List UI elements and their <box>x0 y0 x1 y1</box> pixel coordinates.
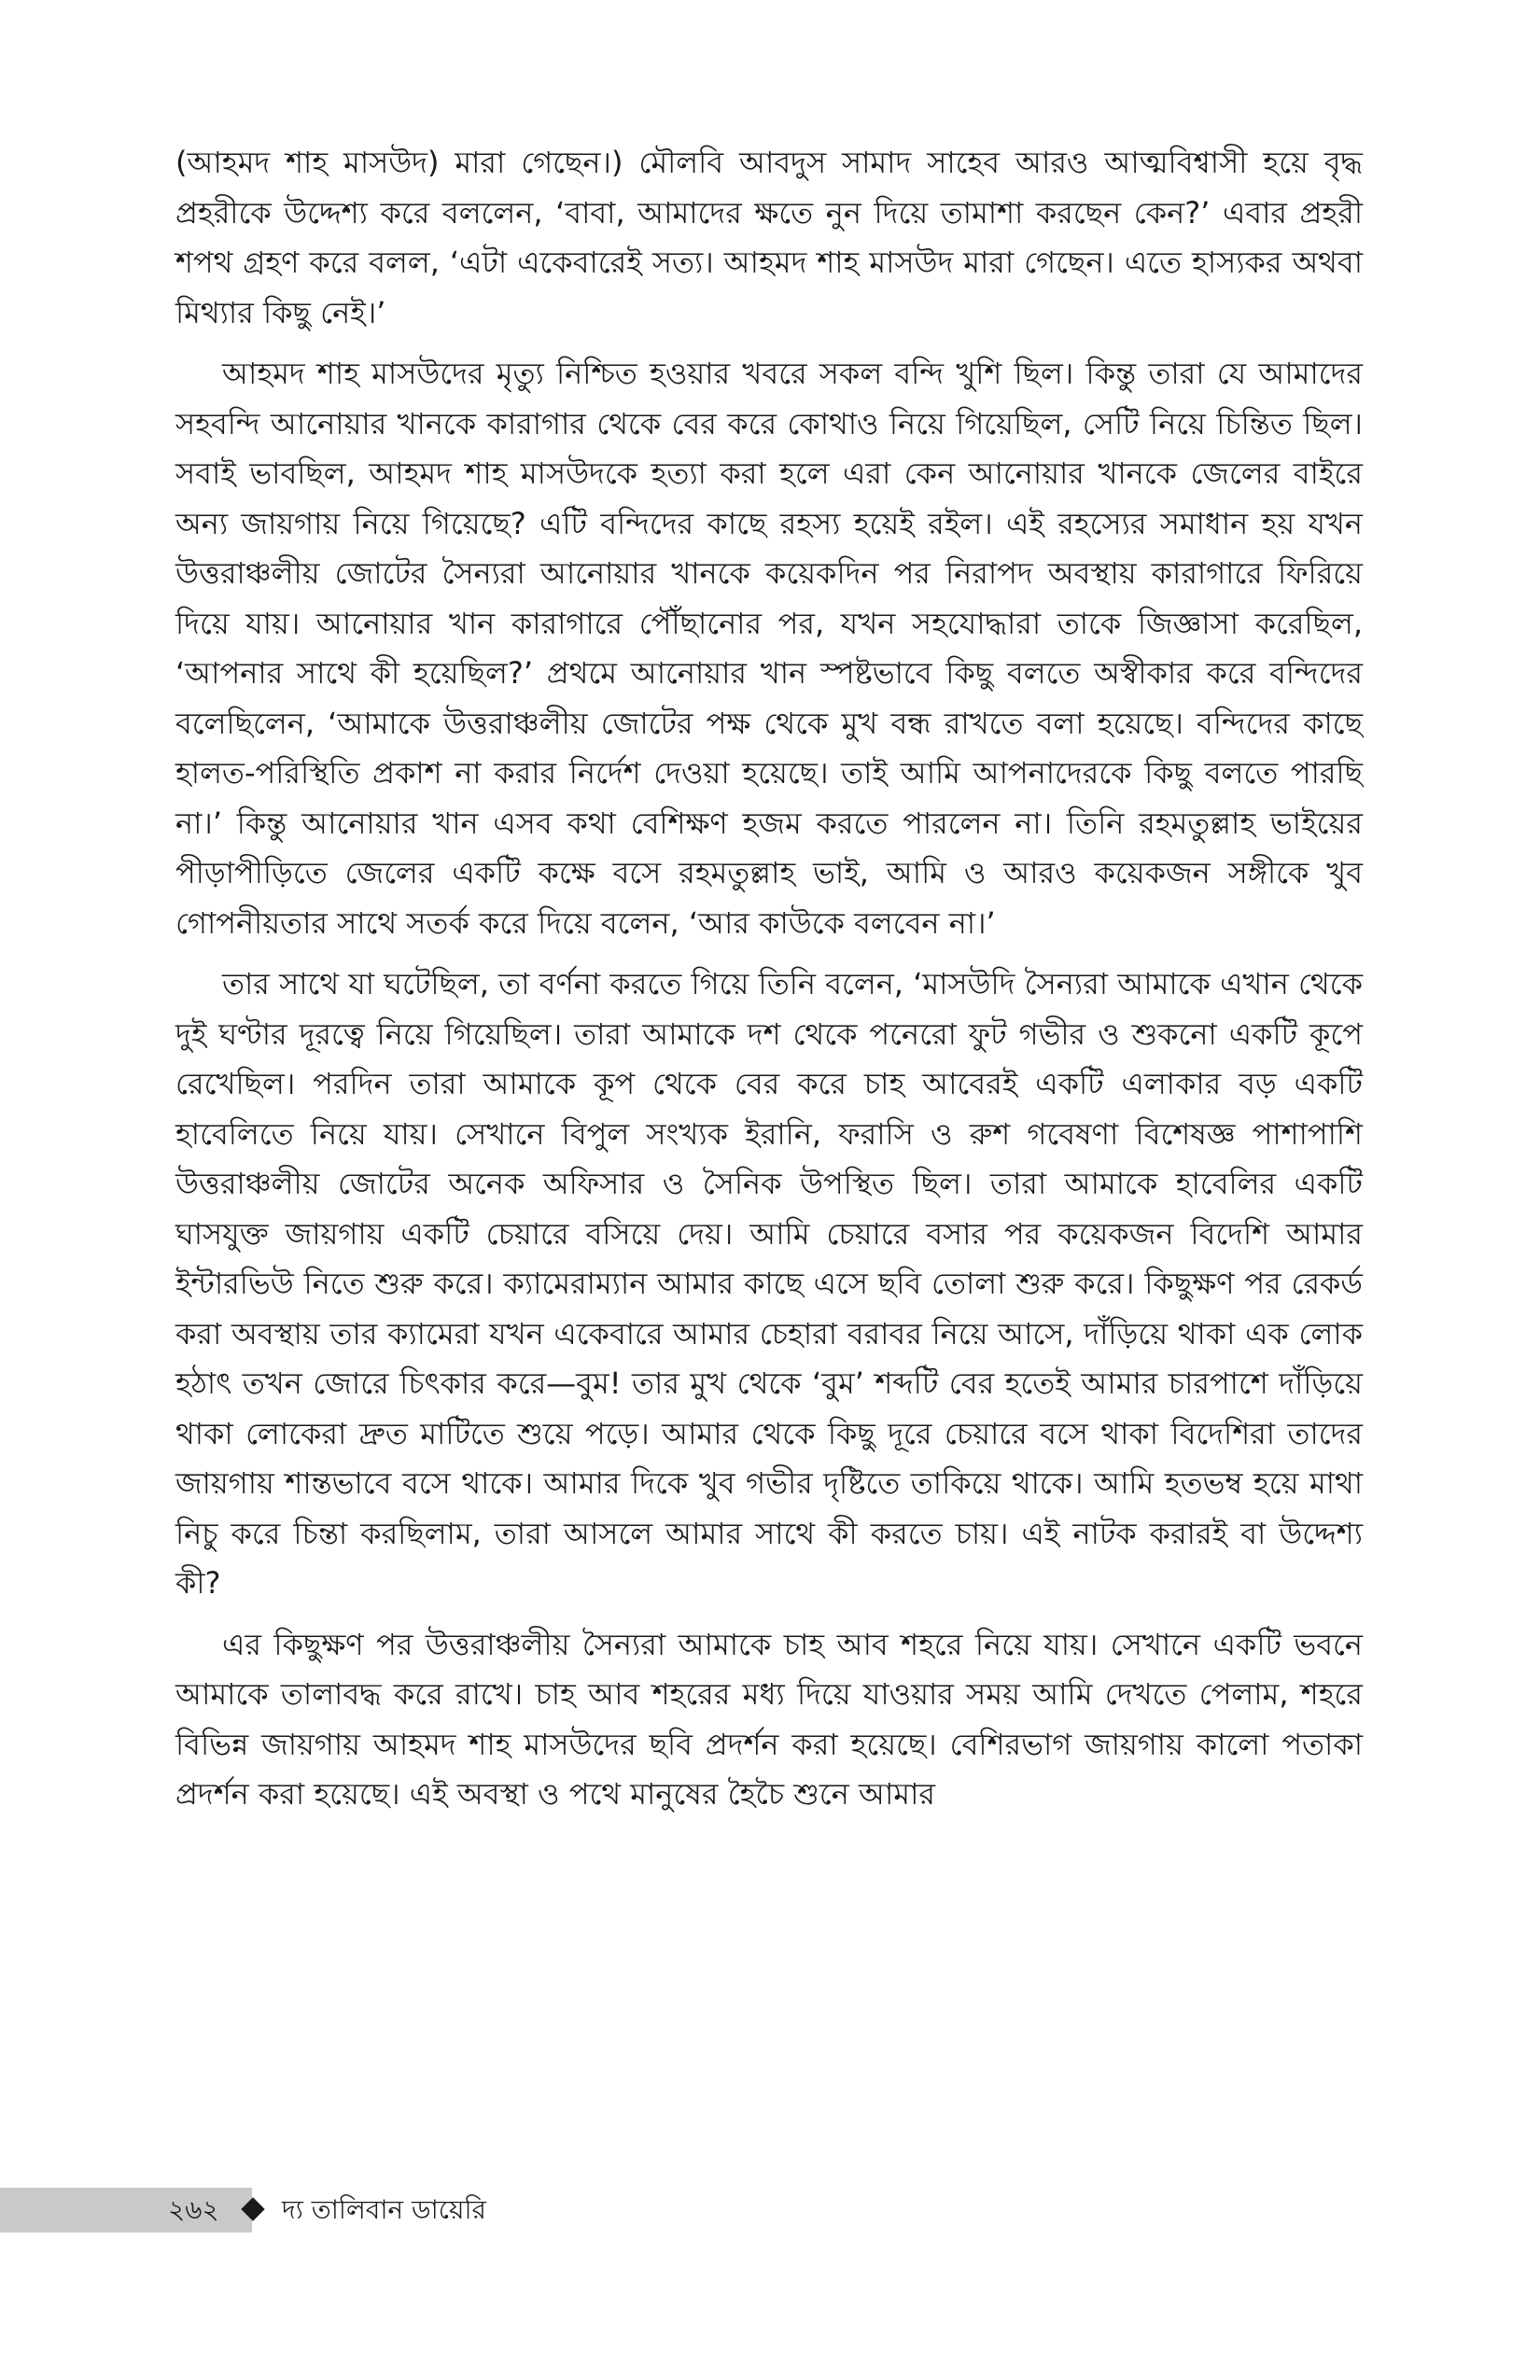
page-footer <box>0 2188 1540 2233</box>
book-title: দ্য তালিবান ডায়েরি <box>282 2194 486 2225</box>
paragraph-masud-death-news: আহমদ শাহ মাসউদের মৃত্যু নিশ্চিত হওয়ার খবরে সকল বন্দি খুশি ছিল। কিন্তু তারা যে আমাদের সহবন্দি আনোয়ার খানকে কারাগার থেকে বের করে কোথাও নিয়ে গিয়েছিল, সেটি নিয়ে চিন্তিত ছিল। সবাই ভাবছিল, আহমদ শাহ মাসউদকে হত্যা করা হলে এরা কেন আনোয়ার খানকে জেলের বাইরে অন্য জায়গায় নিয়ে গিয়েছে? এটি বন্দিদের কাছে রহস্য হয়েই রইল। এই রহস্যের সমাধান হয় যখন উত্তরাঞ্চলীয় জোটের সৈন্যরা আনোয়ার খানকে কয়েকদিন পর নিরাপদ অবস্থায় কারাগারে ফিরিয়ে দিয়ে যায়। আনোয়ার খান কারাগারে পৌঁছানোর পর, যখন সহযোদ্ধারা তাকে জিজ্ঞাসা করেছিল, ‘আপনার সাথে কী হয়েছিল?’ প্রথমে আনোয়ার খান স্পষ্টভাবে কিছু বলতে অস্বীকার করে বন্দিদের বলেছিলেন, ‘আমাকে উত্তরাঞ্চলীয় জোটের পক্ষ থেকে মুখ বন্ধ রাখতে বলা হয়েছে। বন্দিদের কাছে হালত-পরিস্থিতি প্রকাশ না করার নির্দেশ দেওয়া হয়েছে। তাই আমি আপনাদেরকে কিছু বলতে পারছি না।’ কিন্তু আনোয়ার খান এসব কথা বেশিক্ষণ হজম করতে পারলেন না। তিনি রহমতুল্লাহ ভাইয়ের পীড়াপীড়িতে জেলের একটি কক্ষে বসে রহমতুল্লাহ ভাই, আমি ও আরও কয়েকজন সঙ্গীকে খুব গোপনীয়তার সাথে সতর্ক করে দিয়ে বলেন, ‘আর কাউকে বলবেন না।’ <box>175 356 1363 941</box>
paragraph-anwar-khan-account: তার সাথে যা ঘটেছিল, তা বর্ণনা করতে গিয়ে তিনি বলেন, ‘মাসউদি সৈন্যরা আমাকে এখান থেকে দুই ঘণ্টার দূরত্বে নিয়ে গিয়েছিল। তারা আমাকে দশ থেকে পনেরো ফুট গভীর ও শুকনো একটি কূপে রেখেছিল। পরদিন তারা আমাকে কূপ থেকে বের করে চাহ আবেরই একটি এলাকার বড় একটি হাবেলিতে নিয়ে যায়। সেখানে বিপুল সংখ্যক ইরানি, ফরাসি ও রুশ গবেষণা বিশেষজ্ঞ পাশাপাশি উত্তরাঞ্চলীয় জোটের অনেক অফিসার ও সৈনিক উপস্থিত ছিল। তারা আমাকে হাবেলির একটি ঘাসযুক্ত জায়গায় একটি চেয়ারে বসিয়ে দেয়। আমি চেয়ারে বসার পর কয়েকজন বিদেশি আমার ইন্টারভিউ নিতে শুরু করে। ক্যামেরাম্যান আমার কাছে এসে ছবি তোলা শুরু করে। কিছুক্ষণ পর রেকর্ড করা অবস্থায় তার ক্যামেরা যখন একেবারে আমার চেহারা বরাবর নিয়ে আসে, দাঁড়িয়ে থাকা এক লোক হঠাৎ তখন জোরে চিৎকার করে—বুম! তার মুখ থেকে ‘বুম’ শব্দটি বের হতেই আমার চারপাশে দাঁড়িয়ে থাকা লোকেরা দ্রুত মাটিতে শুয়ে পড়ে। আমার থেকে কিছু দূরে চেয়ারে বসে থাকা বিদেশিরা তাদের জায়গায় শান্তভাবে বসে থাকে। আমার দিকে খুব গভীর দৃষ্টিতে তাকিয়ে থাকে। আমি হতভম্ব হয়ে মাথা নিচু করে চিন্তা করছিলাম, তারা আসলে আমার সাথে কী করতে চায়। এই নাটক করারই বা উদ্দেশ্য কী? <box>175 966 1363 1601</box>
paragraph-continuation: (আহমদ শাহ মাসউদ) মারা গেছেন।) মৌলবি আবদুস সামাদ সাহেব আরও আত্মবিশ্বাসী হয়ে বৃদ্ধ প্রহরীকে উদ্দেশ্য করে বললেন, ‘বাবা, আমাদের ক্ষতে নুন দিয়ে তামাশা করছেন কেন?’ এবার প্রহরী শপথ গ্রহণ করে বলল, ‘এটা একেবারেই সত্য। আহমদ শাহ মাসউদ মারা গেছেন। এতে হাস্যকর অথবা মিথ্যার কিছু নেই।’ <box>175 145 1363 330</box>
body-text <box>175 138 1363 1831</box>
page-number: ২৬২ <box>168 2194 219 2225</box>
paragraph-chah-ab-city: এর কিছুক্ষণ পর উত্তরাঞ্চলীয় সৈন্যরা আমাকে চাহ আব শহরে নিয়ে যায়। সেখানে একটি ভবনে আমাকে তালাবদ্ধ করে রাখে। চাহ আব শহরের মধ্য দিয়ে যাওয়ার সময় আমি দেখতে পেলাম, শহরে বিভিন্ন জায়গায় আহমদ শাহ মাসউদের ছবি প্রদর্শন করা হয়েছে। বেশিরভাগ জায়গায় কালো পতাকা প্রদর্শন করা হয়েছে। এই অবস্থা ও পথে মানুষের হৈচৈ শুনে আমার <box>175 1626 1363 1812</box>
